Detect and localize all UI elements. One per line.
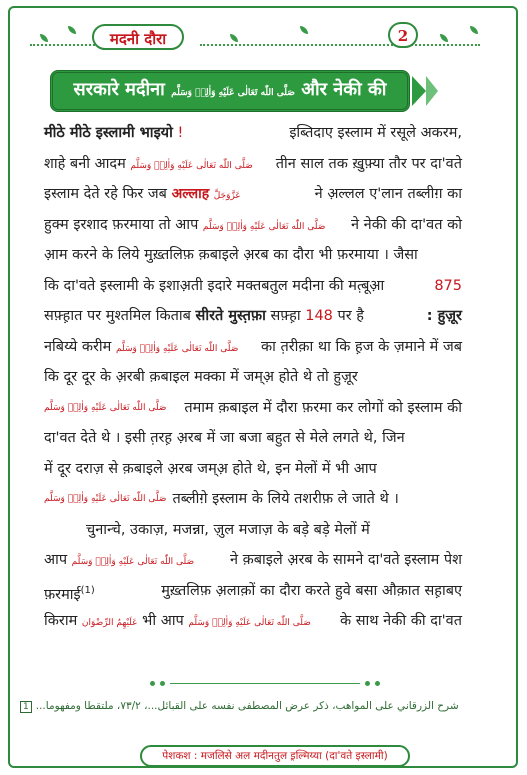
salawat: صَلَّى اللّٰه تَعَالٰی عَلَيْهِ وَاٰلِهٖ وَسَلَّم xyxy=(202,221,326,232)
text-line xyxy=(44,179,462,210)
text-line xyxy=(44,393,462,424)
text-line xyxy=(44,545,462,576)
text-segment: पर है xyxy=(337,308,364,324)
text-segment: आप xyxy=(44,552,68,568)
vine-ornament-right xyxy=(200,30,480,46)
text-segment: शाहे बनी आदम xyxy=(44,155,126,172)
text-segment: नबिय्ये करीम xyxy=(44,338,112,355)
radiyallah-phrase: عَلَيْهِمُ الرِّضْوَان xyxy=(81,618,138,628)
salawat: صَلَّى اللّٰه تَعَالٰی عَلَيْهِ وَاٰلِهٖ وَسَلَّم xyxy=(130,160,253,171)
banner-salawat: صَلَّى اللّٰه تَعَالٰی عَلَيْهِ وَاٰلِهٖ وَسَلَّم xyxy=(171,88,295,98)
dot-icon xyxy=(160,681,165,686)
text-line xyxy=(44,515,462,546)
azza-wajal: عَزَّوَجَلَّ xyxy=(213,191,241,201)
text-segment: तब्लीग़े इस्लाम के लिये तशरीफ़ ले जाते थे । xyxy=(172,491,399,507)
divider-ornament xyxy=(150,681,380,687)
text-line xyxy=(44,149,462,180)
text-segment: में दूर दराज़ से क़बाइले अ़रब जम्अ़ होते थे, इन मेलों में भी आप xyxy=(44,460,377,477)
text-segment: इब्तिदाए इस्लाम में रसूले अकरम, xyxy=(289,125,462,141)
salawat: صَلَّى اللّٰه تَعَالٰی عَلَيْهِ وَاٰلِهٖ وَسَلَّم xyxy=(71,557,195,567)
text-segment: तीन साल तक ख़ुफ़्या तौर पर दा'वते xyxy=(275,155,462,172)
book-title: सीरते मुस्त़फ़ा xyxy=(195,308,266,324)
dot-icon xyxy=(150,681,155,686)
allah-calligraphy: अल्लाह xyxy=(171,186,210,202)
salawat: صَلَّى اللّٰه تَعَالٰی عَلَيْهِ وَاٰلِهٖ وَسَلَّم xyxy=(115,343,239,354)
text-segment: का त़रीक़ा था कि ह़ज के ज़माने में जब xyxy=(260,338,462,355)
page-count: 875 xyxy=(434,277,462,294)
text-segment: फ़रमाई xyxy=(44,586,81,603)
text-segment: चुनान्चे, उकाज़, मजन्ना, ज़ुल मजाज़ के बड़े बड़े मेलों में xyxy=(86,521,370,538)
banner-title-part1: सरकारे मदीना xyxy=(73,79,165,100)
text-segment: सफ़्ह़ात पर मुश्तमिल किताब xyxy=(44,308,191,324)
dot-icon xyxy=(365,681,370,686)
chevron-right-icon xyxy=(426,76,438,106)
page-number: 2 xyxy=(388,22,418,48)
text-line xyxy=(44,362,462,393)
text-line xyxy=(44,484,462,515)
text-line xyxy=(44,576,462,607)
text-segment: ने नेकी की दा'वत को xyxy=(351,216,462,233)
text-segment: ने अ़ल्लल ए'लान तब्लीग़ का xyxy=(314,186,462,202)
salawat: صَلَّى اللّٰه تَعَالٰی عَلَيْهِ وَاٰلِهٖ وَسَلَّم xyxy=(44,402,167,413)
text-segment: दा'वत देते थे । इसी त़रह़ अ़रब में जा बजा बहुत से मेले लगते थे, जिन xyxy=(44,430,405,446)
text-line xyxy=(44,210,462,241)
text-segment: किराम xyxy=(44,613,78,629)
text-line xyxy=(44,454,462,485)
text-line xyxy=(44,301,462,332)
main-text xyxy=(44,118,462,637)
footnote-text: ...شرح الزرقاني على المواهب، ذكر عرض المصطفى نفسه على القبائل...، ٧٣/٢، ملتقطا ومفهوما xyxy=(35,700,459,712)
text-segment: आ़म करने के लिये मुख़्तलिफ़ क़बाइले अ़रब का दौरा भी फ़रमाया । जैसा xyxy=(44,247,418,263)
publisher-footer: पेशकश : मजलिसे अल मदीनतुल इ़ल्मिय्या (दा'वते इस्लामी) xyxy=(140,745,410,767)
text-segment: सफ़्ह़ा xyxy=(270,308,301,324)
page-reference: 148 xyxy=(305,308,333,324)
banner-title-part2: और नेकी की दा'वत xyxy=(210,79,387,137)
text-segment: मुख़्तलिफ़ अ़लाक़ों का दौरा करते हुवे बसा औक़ात सह़ाबए xyxy=(161,582,462,599)
chevron-right-icon xyxy=(412,76,426,106)
text-segment: ने क़बाइले अ़रब के सामने दा'वते इस्लाम पेश xyxy=(229,552,462,568)
text-segment: के साथ नेकी की दा'वत xyxy=(340,613,462,629)
footnote xyxy=(20,700,510,713)
footnote-marker[interactable]: (1) xyxy=(80,584,95,596)
text-segment: इस्लाम देते रहे फिर जब xyxy=(44,186,167,202)
text-line xyxy=(44,423,462,454)
footnote-number: 1 xyxy=(20,701,32,713)
exclamation: ! xyxy=(177,125,184,141)
text-segment: हुक्म इरशाद फ़रमाया तो आप xyxy=(44,216,199,233)
divider-line xyxy=(170,683,360,684)
text-line xyxy=(44,332,462,363)
text-line xyxy=(44,606,462,637)
salawat: صَلَّى اللّٰه تَعَالٰی عَلَيْهِ وَاٰلِهٖ وَسَلَّم xyxy=(188,618,311,628)
text-segment: कि दूर दूर के अ़रबी क़बाइल मक्का में जम्अ़ होते थे तो हुज़ूर xyxy=(44,369,358,385)
text-line xyxy=(44,118,462,149)
text-segment: भी आप xyxy=(142,613,184,629)
text-line xyxy=(44,271,462,302)
text-line xyxy=(44,240,462,271)
salawat: صَلَّى اللّٰه تَعَالٰی عَلَيْهِ وَاٰلِهٖ وَسَلَّم xyxy=(44,494,167,504)
text-segment: कि दा'वते इस्लामी के इशाअ़ती इदारे मक्तबतुल मदीना की मत़्बूआ़ xyxy=(44,277,385,294)
chapter-title: मदनी दौरा xyxy=(92,24,184,50)
text-segment: : हुज़ूर xyxy=(426,308,462,324)
dot-icon xyxy=(375,681,380,686)
address-phrase: मीठे मीठे इस्लामी भाइयो xyxy=(44,125,173,141)
text-segment: तमाम क़बाइल में दौरा फ़रमा कर लोगों को इस्लाम की xyxy=(184,399,462,416)
